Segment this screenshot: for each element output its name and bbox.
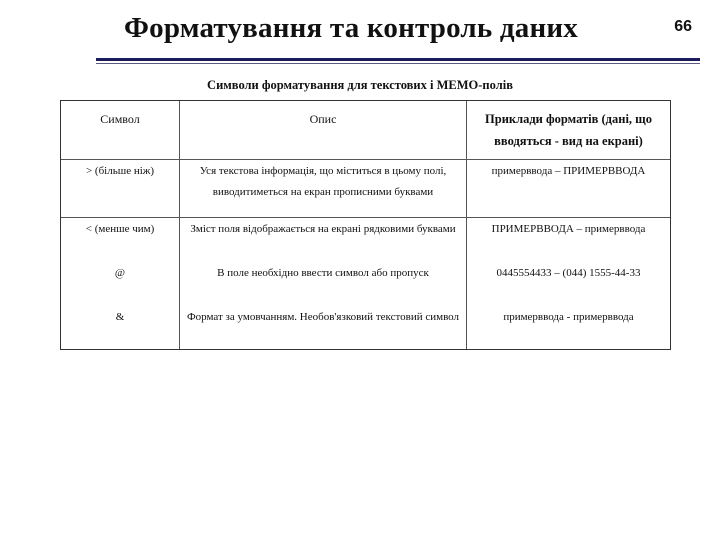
symbol-cell: & — [115, 311, 125, 323]
symbol-cell: @ — [114, 267, 126, 279]
example-cell: примерввода – ПРИМЕРВВОДА — [491, 165, 646, 177]
example-cell: 0445554433 – (044) 1555-44-33 — [496, 267, 641, 279]
example-cell: ПРИМЕРВВОДА – примерввода — [491, 223, 646, 235]
page-number: 66 — [674, 18, 692, 35]
format-symbols-table — [60, 100, 671, 350]
table-row — [61, 261, 670, 305]
table-row — [61, 305, 670, 349]
description-cell: Уся текстова інформація, що міститься в цьому полі, виводитиметься на екран прописними буквами — [179, 159, 467, 217]
table-header-row — [61, 101, 670, 160]
header-symbol: Символ — [100, 112, 140, 126]
table-row — [61, 159, 670, 218]
table-row — [61, 217, 670, 261]
description-cell: Зміст поля відображається на екрані рядковими буквами — [179, 217, 467, 261]
table-caption: Символи форматування для текстових і МЕМО-полів — [207, 78, 513, 92]
symbol-cell: > (більше ніж) — [85, 165, 155, 177]
header-examples: Приклади форматів (дані, що вводяться - вид на екрані) — [485, 112, 652, 148]
description-cell: Формат за умовчанням. Необов'язковий текстовий символ — [179, 305, 467, 349]
description-cell: В поле необхідно ввести символ або пропуск — [179, 261, 467, 305]
header-description: Опис — [179, 101, 467, 159]
title-divider — [96, 58, 700, 61]
example-cell: примерввода - примерввода — [503, 311, 634, 323]
title-divider-thin — [96, 63, 700, 64]
page-title: Форматування та контроль даних — [124, 12, 578, 44]
symbol-cell: < (менше чим) — [85, 223, 155, 235]
